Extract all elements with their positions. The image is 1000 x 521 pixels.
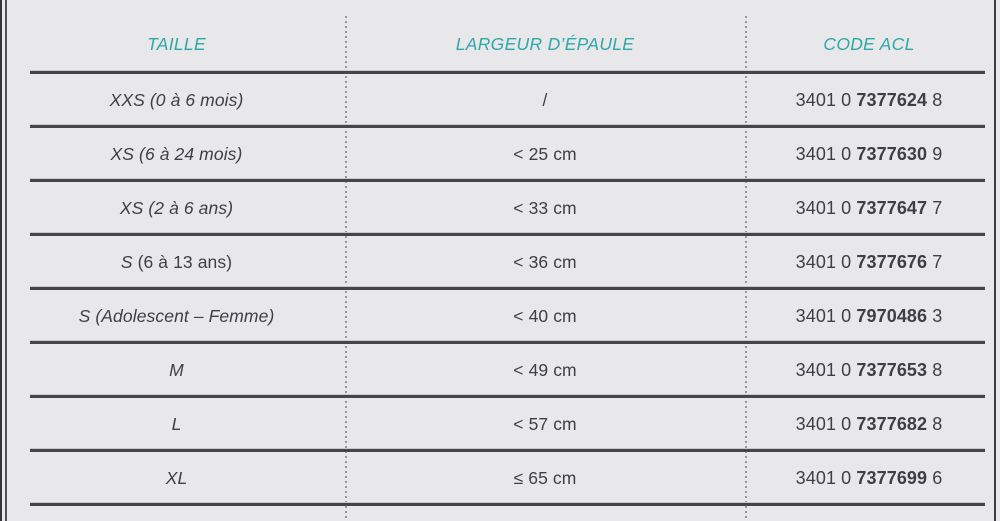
size-cell: XS (6 à 24 mois) [110,143,243,164]
size-table [8,0,993,505]
shoulder-width-cell: < 57 cm [513,413,577,434]
acl-code-cell: 3401 0 7377676 7 [795,251,943,272]
size-cell: XS (2 à 6 ans) [119,197,234,218]
acl-code-cell: 3401 0 7377647 7 [795,197,943,218]
left-border-outer [0,0,2,521]
size-cell: XL [165,467,188,488]
table-header-row [8,0,993,73]
table-row [8,343,993,397]
acl-code-cell: 3401 0 7377682 8 [795,413,943,434]
header-largeur-epaule: LARGEUR D’ÉPAULE [455,34,635,54]
size-cell: S (Adolescent – Femme) [78,305,275,326]
header-taille: TAILLE [147,34,206,54]
header-code-acl: CODE ACL [823,34,915,54]
size-cell: S (6 à 13 ans) [120,251,233,272]
acl-code-cell: 3401 0 7377699 6 [795,467,943,488]
table-row [8,181,993,235]
size-cell: M [169,359,184,380]
shoulder-width-cell: / [542,89,548,110]
shoulder-width-cell: < 49 cm [513,359,577,380]
acl-code-cell: 3401 0 7377624 8 [795,89,943,110]
table-row [8,73,993,127]
acl-code-cell: 3401 0 7377653 8 [795,359,943,380]
right-border [994,0,996,521]
table-row [8,397,993,451]
shoulder-width-cell: < 40 cm [513,305,577,326]
table-body [8,73,993,505]
table-row [8,289,993,343]
table-row [8,127,993,181]
acl-code-cell: 3401 0 7970486 3 [795,305,943,326]
shoulder-width-cell: < 33 cm [513,197,577,218]
shoulder-width-cell: < 36 cm [513,251,577,272]
shoulder-width-cell: < 25 cm [513,143,577,164]
left-border-inner [5,0,7,521]
table-row [8,451,993,505]
acl-code-cell: 3401 0 7377630 9 [795,143,943,164]
size-cell: XXS (0 à 6 mois) [109,89,244,110]
shoulder-width-cell: ≤ 65 cm [513,467,577,488]
table-row [8,235,993,289]
size-cell: L [171,413,182,434]
